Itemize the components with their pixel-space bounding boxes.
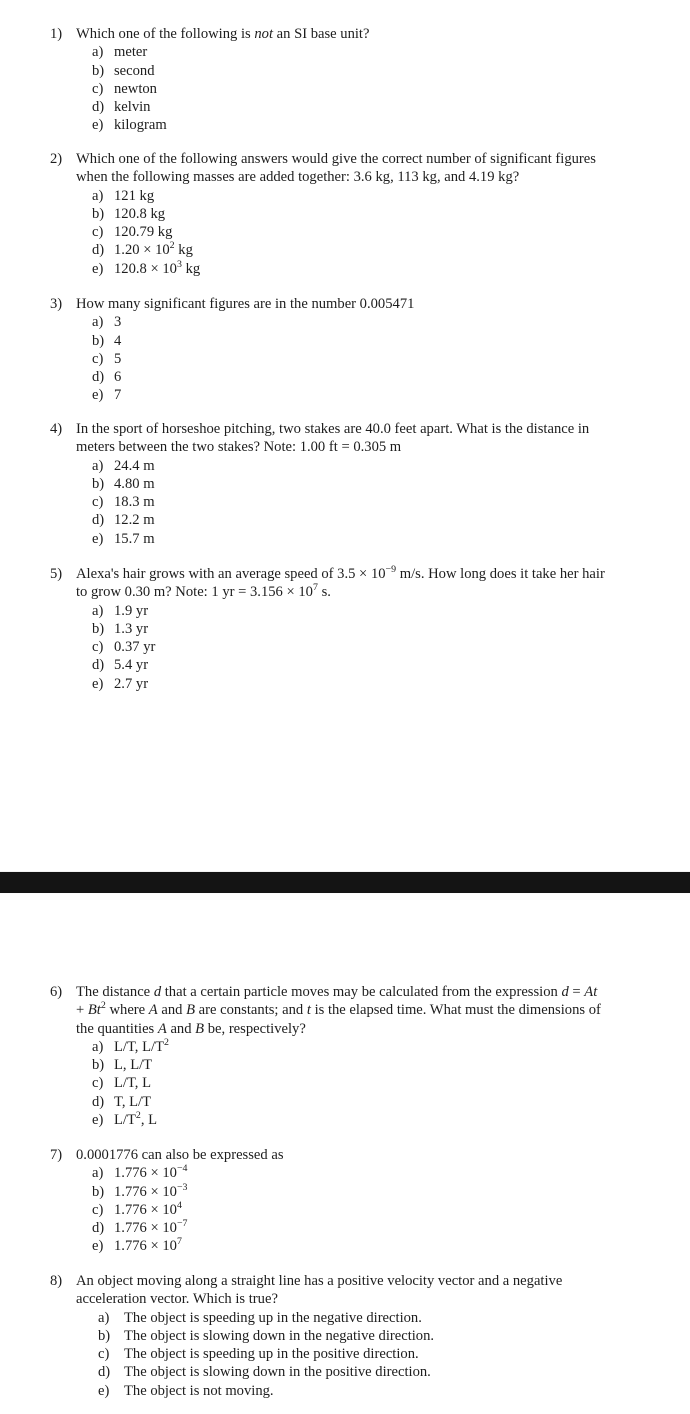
answer-option[interactable] [0, 1309, 690, 1327]
option-text: 2.7 yr [114, 675, 149, 692]
answer-option[interactable] [0, 1237, 690, 1255]
option-text: L/T, L [114, 1075, 152, 1092]
answer-option[interactable] [0, 332, 690, 350]
option-text: 120.79 kg [114, 224, 173, 241]
question-block [0, 420, 690, 548]
option-text: $1.776 \times 10^4$ [114, 1200, 182, 1218]
question-text-line [0, 1146, 690, 1164]
option-text: The object is speeding up in the negative direction. [124, 1309, 422, 1326]
question-stem: Which one of the following is not an SI base unit? [76, 26, 370, 42]
answer-option[interactable] [0, 530, 690, 548]
answer-option[interactable] [0, 1183, 690, 1201]
option-label: a) [92, 44, 104, 61]
option-label: e) [92, 117, 104, 134]
answer-option-list [0, 1038, 690, 1129]
question-text-line [0, 565, 690, 583]
answer-option-list [0, 457, 690, 548]
page-break-scan-bar [0, 872, 690, 893]
answer-option[interactable] [0, 187, 690, 205]
answer-option[interactable] [0, 1382, 690, 1400]
answer-option[interactable] [0, 386, 690, 404]
question-block [0, 1272, 690, 1400]
question-text-line [0, 420, 690, 438]
question-block [0, 295, 690, 405]
option-label: e) [92, 530, 104, 547]
question-text-line [0, 1272, 690, 1290]
answer-option-list [0, 43, 690, 134]
question-stem: the quantities A and B be, respectively? [76, 1020, 306, 1037]
question-number: 2) [50, 151, 63, 167]
answer-option[interactable] [0, 1219, 690, 1237]
option-text: $1.776 \times 10^7$ [114, 1236, 182, 1255]
option-text: $L/T^2$, L [114, 1110, 158, 1129]
option-text: kilogram [114, 117, 167, 134]
option-label: a) [92, 602, 104, 619]
answer-option[interactable] [0, 620, 690, 638]
option-text: 5 [114, 350, 122, 367]
question-stem: Alexa's hair grows with an average speed of $3.5 \times 10^{-9}$ m/s. How long does it take her hair [76, 564, 605, 582]
option-text: T, L/T [114, 1093, 152, 1110]
answer-option-list [0, 187, 690, 278]
question-block [0, 1146, 690, 1256]
option-text: newton [114, 80, 157, 97]
option-text: $1.776 \times 10^{-3}$ [114, 1181, 188, 1200]
option-text: 7 [114, 387, 122, 404]
option-label: b) [92, 620, 105, 637]
answer-option[interactable] [0, 638, 690, 656]
question-number: 6) [50, 984, 63, 1000]
option-text: The object is slowing down in the negative direction. [124, 1327, 435, 1344]
option-text: meter [114, 44, 148, 61]
answer-option[interactable] [0, 1038, 690, 1056]
option-label: e) [92, 1238, 104, 1255]
answer-option[interactable] [0, 1074, 690, 1092]
option-label: c) [92, 1075, 104, 1092]
option-label: e) [92, 260, 104, 277]
question-block [0, 25, 690, 135]
answer-option-list [0, 602, 690, 693]
option-label: c) [92, 80, 104, 97]
option-label: e) [92, 1112, 104, 1129]
option-label: a) [92, 1038, 104, 1055]
option-label: d) [92, 1220, 105, 1237]
answer-option[interactable] [0, 80, 690, 98]
option-label: d) [92, 1093, 105, 1110]
option-text: The object is speeding up in the positive direction. [124, 1346, 419, 1363]
option-text: $1.20 \times 10^2$ kg [114, 240, 193, 259]
option-text: L/T, $L/T^2$ [114, 1037, 169, 1055]
option-label: c) [92, 1201, 104, 1218]
answer-option[interactable] [0, 1345, 690, 1363]
option-label: b) [92, 332, 105, 349]
answer-option[interactable] [0, 98, 690, 116]
answer-option[interactable] [0, 62, 690, 80]
option-label: d) [92, 99, 105, 116]
question-text-line [0, 583, 690, 601]
option-text: L, L/T [114, 1057, 153, 1074]
option-text: 12.2 m [114, 512, 155, 529]
option-text: $1.776 \times 10^{-7}$ [114, 1218, 188, 1237]
answer-option[interactable] [0, 1363, 690, 1381]
option-text: 120.8 kg [114, 205, 166, 222]
question-number: 7) [50, 1147, 63, 1163]
option-text: $1.776 \times 10^{-4}$ [114, 1163, 188, 1182]
answer-option[interactable] [0, 1327, 690, 1345]
answer-option[interactable] [0, 1056, 690, 1074]
option-label: d) [92, 657, 105, 674]
option-text: 121 kg [114, 187, 155, 204]
option-text: The object is not moving. [124, 1382, 274, 1399]
option-text: 24.4 m [114, 457, 155, 474]
question-block [0, 983, 690, 1129]
option-label: e) [98, 1382, 110, 1399]
option-label: b) [92, 1183, 105, 1200]
question-text-line [0, 438, 690, 456]
answer-option[interactable] [0, 205, 690, 223]
option-text: 5.4 yr [114, 657, 149, 674]
option-label: d) [92, 512, 105, 529]
answer-option[interactable] [0, 1201, 690, 1219]
option-text: 18.3 m [114, 494, 155, 511]
question-stem: + $Bt^2$ where A and B are constants; and t is the elapsed time. What must the dimensions of [76, 1000, 601, 1019]
option-label: d) [92, 242, 105, 259]
question-stem: to grow 0.30 m? Note: 1 yr = $3.156 \times 10^7$ s. [76, 582, 331, 601]
option-label: c) [92, 224, 104, 241]
question-block [0, 565, 690, 693]
option-label: a) [92, 187, 104, 204]
answer-option[interactable] [0, 457, 690, 475]
answer-option[interactable] [0, 602, 690, 620]
option-text: $120.8 \times 10^3$ kg [114, 258, 201, 277]
option-label: b) [92, 475, 105, 492]
answer-option[interactable] [0, 241, 690, 259]
answer-option[interactable] [0, 675, 690, 693]
question-text-line [0, 983, 690, 1001]
option-label: e) [92, 675, 104, 692]
answer-option-list [0, 313, 690, 404]
question-stem: 0.0001776 can also be expressed as [76, 1147, 284, 1163]
question-block [0, 150, 690, 278]
answer-option[interactable] [0, 1093, 690, 1111]
option-label: a) [98, 1309, 110, 1326]
answer-option-list [0, 1309, 690, 1400]
option-label: b) [92, 62, 105, 79]
question-text-line [0, 1020, 690, 1038]
question-number: 1) [50, 26, 63, 42]
option-label: a) [92, 1165, 104, 1182]
option-label: a) [92, 314, 104, 331]
question-stem: The distance d that a certain particle moves may be calculated from the expression d = At [76, 984, 598, 1000]
question-stem: In the sport of horseshoe pitching, two stakes are 40.0 feet apart. What is the distance in [76, 421, 590, 437]
answer-option[interactable] [0, 493, 690, 511]
option-text: 0.37 yr [114, 639, 156, 656]
question-text-line [0, 1290, 690, 1308]
question-stem: How many significant figures are in the number 0.005471 [76, 296, 415, 312]
option-text: 1.3 yr [114, 620, 149, 637]
option-label: c) [92, 639, 104, 656]
option-label: d) [98, 1364, 111, 1381]
answer-option[interactable] [0, 511, 690, 529]
option-text: The object is slowing down in the positive direction. [124, 1364, 431, 1381]
answer-option[interactable] [0, 223, 690, 241]
option-text: 6 [114, 369, 122, 386]
answer-option[interactable] [0, 260, 690, 278]
option-label: c) [98, 1346, 110, 1363]
question-number: 5) [50, 566, 63, 582]
option-text: 3 [114, 314, 122, 331]
answer-option[interactable] [0, 43, 690, 61]
option-text: 1.9 yr [114, 602, 149, 619]
option-label: d) [92, 369, 105, 386]
option-text: second [114, 62, 155, 79]
question-text-line [0, 295, 690, 313]
option-label: c) [92, 494, 104, 511]
answer-option[interactable] [0, 1164, 690, 1182]
question-stem: when the following masses are added together: 3.6 kg, 113 kg, and 4.19 kg? [76, 169, 520, 186]
option-label: b) [92, 205, 105, 222]
question-number: 4) [50, 421, 63, 437]
answer-option[interactable] [0, 368, 690, 386]
question-stem: acceleration vector. Which is true? [76, 1291, 278, 1308]
question-text-line [0, 25, 690, 43]
option-text: 4.80 m [114, 475, 155, 492]
question-number: 8) [50, 1273, 63, 1289]
question-stem: meters between the two stakes? Note: 1.00 ft = 0.305 m [76, 439, 402, 456]
answer-option[interactable] [0, 475, 690, 493]
question-text-line [0, 168, 690, 186]
question-number: 3) [50, 296, 63, 312]
option-label: c) [92, 350, 104, 367]
option-label: b) [98, 1327, 111, 1344]
answer-option[interactable] [0, 116, 690, 134]
answer-option[interactable] [0, 1111, 690, 1129]
option-label: b) [92, 1057, 105, 1074]
question-text-line [0, 1001, 690, 1019]
option-text: 4 [114, 332, 122, 349]
option-text: 15.7 m [114, 530, 155, 547]
question-stem: An object moving along a straight line has a positive velocity vector and a negative [76, 1273, 563, 1289]
option-label: e) [92, 387, 104, 404]
answer-option[interactable] [0, 350, 690, 368]
option-text: kelvin [114, 99, 151, 116]
option-label: a) [92, 457, 104, 474]
answer-option[interactable] [0, 313, 690, 331]
answer-option-list [0, 1164, 690, 1255]
answer-option[interactable] [0, 656, 690, 674]
question-text-line [0, 150, 690, 168]
question-stem: Which one of the following answers would give the correct number of significant figures [76, 151, 596, 167]
